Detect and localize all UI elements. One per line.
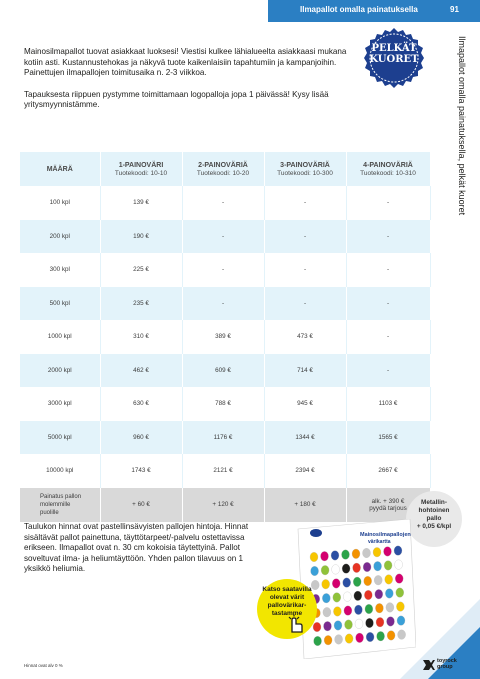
- price-cell: -: [346, 253, 430, 287]
- price-cell: 473 €: [264, 320, 346, 354]
- price-cell: 310 €: [100, 320, 182, 354]
- balloon-swatch: [377, 631, 385, 641]
- balloon-swatch: [344, 606, 352, 616]
- header-label: 2-PAINOVÄRIÄ: [198, 161, 248, 169]
- price-cell: 714 €: [264, 354, 346, 388]
- quantity-cell: 10000 kpl: [20, 454, 100, 488]
- balloon-swatch: [375, 603, 383, 613]
- price-cell: -: [182, 287, 264, 321]
- table-row: [20, 354, 430, 388]
- side-title: Ilmapallot omalla painatuksella, pelkät kuoret: [457, 36, 467, 216]
- quantity-cell: 2000 kpl: [20, 354, 100, 388]
- header-label: 4-PAINOVÄRIÄ: [363, 161, 413, 169]
- price-cell: -: [264, 220, 346, 254]
- logo-text: [437, 658, 457, 670]
- price-cell: -: [264, 186, 346, 220]
- balloon-swatch: [342, 564, 350, 574]
- header-cell: [346, 152, 430, 186]
- balloon-swatch: [374, 561, 382, 571]
- header-cell: [20, 152, 100, 186]
- footnote: Hinnat ovat alv 0 %: [24, 663, 63, 668]
- balloon-swatch: [334, 621, 342, 631]
- quantity-cell: 1000 kpl: [20, 320, 100, 354]
- balloon-swatch: [374, 575, 382, 585]
- quantity-cell: 500 kpl: [20, 287, 100, 321]
- price-cell: 190 €: [100, 220, 182, 254]
- balloon-swatch: [376, 617, 384, 627]
- balloon-swatch: [387, 617, 395, 627]
- balloon-swatch: [366, 618, 374, 628]
- price-cell: -: [182, 186, 264, 220]
- quantity-cell: 100 kpl: [20, 186, 100, 220]
- balloon-swatch: [333, 593, 341, 603]
- balloon-swatch: [345, 620, 353, 630]
- price-table: [20, 152, 430, 522]
- balloon-swatch: [324, 621, 332, 631]
- balloon-swatch: [365, 604, 373, 614]
- quantity-cell: 5000 kpl: [20, 421, 100, 455]
- header-code: Tuotekoodi: 10-300: [277, 169, 333, 177]
- balloon-swatch: [364, 576, 372, 586]
- balloon-swatch: [313, 622, 321, 632]
- metallic-line: + 0,05 €/kpl: [416, 523, 452, 530]
- balloon-swatch: [384, 561, 392, 571]
- balloon-swatch: [363, 562, 371, 572]
- table-header-row: [20, 152, 430, 186]
- price-cell: 630 €: [100, 387, 182, 421]
- balloon-swatch: [310, 552, 318, 562]
- price-cell: -: [264, 287, 346, 321]
- balloon-swatch: [394, 546, 402, 556]
- quantity-cell: 200 kpl: [20, 220, 100, 254]
- footer-label-line: molemmille: [40, 501, 71, 508]
- balloon-swatch: [363, 548, 371, 558]
- header-label: MÄÄRÄ: [46, 165, 73, 173]
- price-cell: 389 €: [182, 320, 264, 354]
- catalog-title-line2: värikartta: [368, 539, 391, 545]
- header-cell: [182, 152, 264, 186]
- balloon-swatch: [375, 589, 383, 599]
- balloon-swatch: [321, 565, 329, 575]
- balloon-swatch: [385, 575, 393, 585]
- balloon-swatch: [314, 636, 322, 646]
- balloon-swatch: [333, 607, 341, 617]
- header-label: 3-PAINOVÄRIÄ: [280, 161, 330, 169]
- intro-text: [24, 47, 354, 122]
- balloon-swatch: [385, 589, 393, 599]
- badge-text: [363, 43, 425, 65]
- balloon-swatch: [342, 550, 350, 560]
- logo-line2: group: [437, 664, 453, 670]
- balloon-swatch: [353, 577, 361, 587]
- badge-line2: KUORET: [369, 54, 419, 65]
- balloon-swatch: [373, 547, 381, 557]
- balloon-swatch: [345, 634, 353, 644]
- price-cell: 225 €: [100, 253, 182, 287]
- balloon-swatch: [311, 566, 319, 576]
- price-cell: -: [346, 287, 430, 321]
- price-cell: 960 €: [100, 421, 182, 455]
- footer-label-line: puolille: [40, 509, 59, 516]
- header-code: Tuotekoodi: 10-20: [196, 169, 250, 177]
- balloon-swatch: [322, 579, 330, 589]
- balloon-swatch: [335, 635, 343, 645]
- balloon-swatch: [321, 551, 329, 561]
- price-cell: 462 €: [100, 354, 182, 388]
- quantity-cell: 300 kpl: [20, 253, 100, 287]
- balloon-swatch: [323, 607, 331, 617]
- balloon-swatch: [396, 588, 404, 598]
- footer-price-cell: + 120 €: [182, 488, 264, 522]
- footer-price-line: alk. + 390 €: [371, 497, 405, 505]
- price-cell: 1565 €: [346, 421, 430, 455]
- balloon-swatch: [366, 632, 374, 642]
- balloon-swatch: [322, 593, 330, 603]
- price-cell: 2121 €: [182, 454, 264, 488]
- balloon-swatch: [356, 633, 364, 643]
- balloon-swatch: [343, 578, 351, 588]
- balloon-swatch: [386, 603, 394, 613]
- footer-price-line: pyydä tarjous: [369, 504, 407, 512]
- balloon-swatch: [343, 592, 351, 602]
- table-row: [20, 421, 430, 455]
- quantity-cell: 3000 kpl: [20, 387, 100, 421]
- notes-text: Taulukon hinnat ovat pastellinsävyisten pallojen hintoja. Hinnat sisältävät pallot painettuna, täyttötarpeet/-palvelu ostettavissa erikseen. Ilmapallot ovat n. 30 cm kokoisia täytettyinä. Pallot soveltuvat ilma- ja heliumtäyttöön. Yhden pallon tilavuus on 1 yksikkö heliumia.: [24, 522, 249, 573]
- balloon-swatch: [354, 605, 362, 615]
- price-cell: -: [346, 354, 430, 388]
- metallic-line: Metallin-: [421, 499, 447, 506]
- balloon-swatch: [384, 547, 392, 557]
- logo-line1: toyrock: [437, 658, 457, 664]
- page-number: 91: [450, 5, 459, 14]
- footer-label-cell: [20, 488, 100, 522]
- pointer-cursor-icon: [286, 614, 306, 634]
- balloon-swatch: [364, 590, 372, 600]
- table-footer-row: [20, 488, 430, 522]
- balloon-swatch: [331, 551, 339, 561]
- price-cell: 945 €: [264, 387, 346, 421]
- header-code: Tuotekoodi: 10-310: [360, 169, 416, 177]
- footer-price-cell: + 180 €: [264, 488, 346, 522]
- header-title: Ilmapallot omalla painatuksella: [300, 5, 418, 14]
- callout-line: olevat värit: [269, 594, 305, 601]
- table-row: [20, 287, 430, 321]
- callout-line: Katso saatavilla: [262, 586, 312, 593]
- table-row: [20, 320, 430, 354]
- price-cell: -: [264, 253, 346, 287]
- footer-label-line: Painatus pallon: [40, 493, 82, 500]
- footer-price-cell: + 60 €: [100, 488, 182, 522]
- header-cell: [100, 152, 182, 186]
- price-cell: 235 €: [100, 287, 182, 321]
- price-cell: 1103 €: [346, 387, 430, 421]
- table-row: [20, 454, 430, 488]
- callout-line: pallovärikar-: [267, 602, 307, 609]
- price-cell: 2394 €: [264, 454, 346, 488]
- price-cell: 2667 €: [346, 454, 430, 488]
- metallic-line: hohtoinen: [418, 507, 450, 514]
- balloon-swatch: [354, 591, 362, 601]
- callout-line: tastamme: [271, 610, 303, 617]
- balloon-swatch: [324, 635, 332, 645]
- header-label: 1-PAINOVÄRI: [118, 161, 164, 169]
- header-cell: [264, 152, 346, 186]
- catalog-title-line1: Mainosilmapallojen: [360, 532, 411, 538]
- table-row: [20, 387, 430, 421]
- price-cell: 1176 €: [182, 421, 264, 455]
- balloon-swatch: [395, 574, 403, 584]
- balloon-swatch: [353, 563, 361, 573]
- balloon-swatch: [387, 631, 395, 641]
- table-row: [20, 186, 430, 220]
- price-cell: -: [346, 220, 430, 254]
- price-cell: -: [182, 220, 264, 254]
- price-cell: -: [346, 320, 430, 354]
- metallic-line: pallo: [426, 515, 442, 522]
- price-cell: -: [346, 186, 430, 220]
- table-row: [20, 253, 430, 287]
- price-cell: 609 €: [182, 354, 264, 388]
- table-row: [20, 220, 430, 254]
- header-code: Tuotekoodi: 10-10: [114, 169, 168, 177]
- balloon-swatch: [332, 579, 340, 589]
- price-cell: -: [182, 253, 264, 287]
- price-cell: 139 €: [100, 186, 182, 220]
- balloon-swatch: [332, 565, 340, 575]
- balloon-swatch: [355, 619, 363, 629]
- balloon-swatch: [352, 549, 360, 559]
- price-cell: 1743 €: [100, 454, 182, 488]
- intro-paragraph-2: Tapauksesta riippuen pystymme toimittamaan logopalloja jopa 1 päivässä! Kysy lisää yritysmyynnistämme.: [24, 89, 329, 110]
- balloon-swatch: [395, 560, 403, 570]
- price-cell: 1344 €: [264, 421, 346, 455]
- price-cell: 788 €: [182, 387, 264, 421]
- intro-paragraph-1: Mainosilmapallot tuovat asiakkaat luoksesi! Viestisi kulkee lähialueelta asiakkaasi mukana kotiin asti. Kustannustehokas ja näkyvä tuote kaikenlaisiin tapahtumiin ja kampanjoihin. Painettujen ilmapallojen toimitusaika n. 2-3 viikkoa.: [24, 47, 347, 78]
- badge-line1: PELKÄT: [371, 43, 417, 54]
